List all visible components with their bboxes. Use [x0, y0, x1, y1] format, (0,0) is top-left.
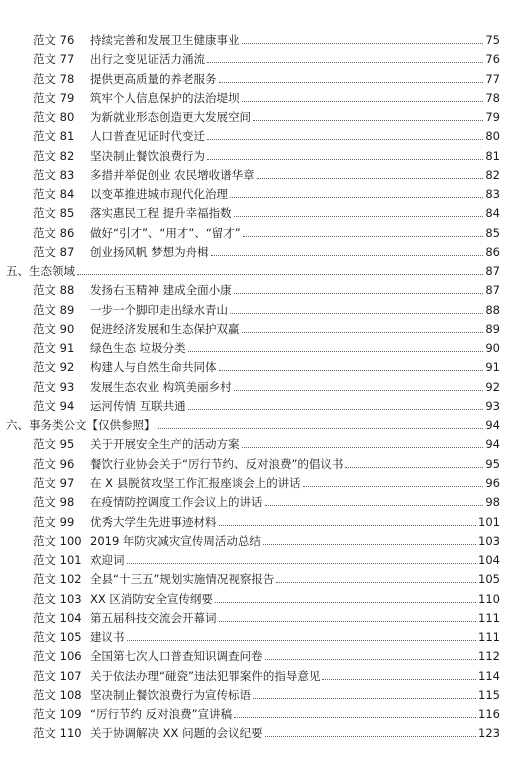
- entry-number: 范文 86: [33, 225, 75, 240]
- toc-entry-row[interactable]: [0, 396, 530, 416]
- entry-number: 范文 99: [33, 514, 75, 529]
- dot-leader: [234, 704, 476, 718]
- entry-number: 范文 94: [33, 398, 75, 413]
- entry-title: 欢迎词: [90, 553, 125, 568]
- dot-leader: [219, 69, 483, 83]
- entry-title: 一步一个脚印走出绿水青山: [90, 302, 228, 317]
- dot-leader: [234, 280, 483, 294]
- page-number: 87: [485, 283, 500, 298]
- page-number: 88: [485, 302, 500, 317]
- dot-leader: [303, 473, 483, 487]
- entry-title: 优秀大学生先进事迹材料: [90, 514, 217, 529]
- dot-leader: [242, 30, 483, 44]
- dot-leader: [219, 608, 476, 622]
- entry-title: 为新就业形态创造更大发展空间: [90, 110, 251, 125]
- page-number: 116: [478, 707, 500, 722]
- entry-title: 关于开展安全生产的活动方案: [90, 437, 240, 452]
- toc-entry-row[interactable]: [0, 69, 530, 89]
- entry-number: 范文 103: [33, 591, 82, 606]
- page-number: 105: [478, 572, 500, 587]
- dot-leader: [242, 434, 483, 448]
- entry-title: 促进经济发展和生态保护双赢: [90, 321, 240, 336]
- entry-number: 范文 92: [33, 360, 75, 375]
- entry-title: 建议书: [90, 630, 125, 645]
- toc-entry-row[interactable]: [0, 550, 530, 570]
- entry-number: 范文 105: [33, 630, 82, 645]
- page-number: 82: [485, 167, 500, 182]
- dot-leader: [234, 203, 483, 217]
- toc-entry-row[interactable]: [0, 223, 530, 243]
- entry-number: 范文 83: [33, 167, 75, 182]
- entry-title: 关于依法办理“碰瓷”违法犯罪案件的指导意见: [90, 668, 321, 683]
- dot-leader: [211, 242, 483, 256]
- entry-title: 构建人与自然生命共同体: [90, 360, 217, 375]
- dot-leader: [127, 627, 476, 641]
- page-number: 77: [485, 71, 500, 86]
- entry-number: 范文 106: [33, 649, 82, 664]
- toc-entry-row[interactable]: [0, 685, 530, 705]
- entry-title: 餐饮行业协会关于“厉行节约、反对浪费”的倡议书: [90, 456, 344, 471]
- entry-number: 范文 108: [33, 687, 82, 702]
- dot-leader: [265, 723, 476, 737]
- dot-leader: [188, 396, 483, 410]
- page-number: 103: [478, 533, 500, 548]
- entry-title: 发扬右玉精神 建成全面小康: [90, 283, 232, 298]
- dot-leader: [257, 165, 483, 179]
- dot-leader: [230, 300, 483, 314]
- entry-number: 范文 80: [33, 110, 75, 125]
- entry-number: 范文 109: [33, 707, 82, 722]
- page-number: 92: [485, 379, 500, 394]
- page-number: 96: [485, 475, 500, 490]
- page-number: 114: [478, 668, 500, 683]
- entry-number: 范文 76: [33, 33, 75, 47]
- dot-leader: [253, 107, 483, 121]
- dot-leader: [243, 223, 483, 237]
- page-number: 111: [478, 610, 500, 625]
- dot-leader: [253, 685, 476, 699]
- toc-entry-row[interactable]: [0, 704, 530, 724]
- toc-entry-row[interactable]: [0, 492, 530, 512]
- entry-title: 全国第七次人口普查知识调查问卷: [90, 649, 263, 664]
- toc-entry-row[interactable]: [0, 512, 530, 532]
- dot-leader: [207, 49, 483, 63]
- page-number: 94: [485, 418, 500, 433]
- section-title: 六、事务类公文【仅供参照】: [6, 418, 156, 433]
- toc-entry-row[interactable]: [0, 338, 530, 358]
- entry-title: 坚决制止餐饮浪费行为: [90, 148, 205, 163]
- toc-entry-row[interactable]: [0, 608, 530, 628]
- entry-title: 在 X 县脱贫攻坚工作汇报座谈会上的讲话: [90, 475, 301, 490]
- toc-entry-row[interactable]: [0, 473, 530, 493]
- page-number: 89: [485, 321, 500, 336]
- entry-number: 范文 100: [33, 533, 82, 548]
- toc-entry-row[interactable]: [0, 203, 530, 223]
- page-number: 76: [485, 52, 500, 67]
- toc-entry-row[interactable]: [0, 589, 530, 609]
- page-number: 93: [485, 398, 500, 413]
- dot-leader: [77, 261, 483, 275]
- dot-leader: [345, 454, 483, 468]
- entry-number: 范文 85: [33, 206, 75, 221]
- dot-leader: [265, 646, 476, 660]
- entry-title: 以变革推进城市现代化治理: [90, 187, 228, 202]
- entry-number: 范文 87: [33, 244, 75, 259]
- page-number: 81: [485, 148, 500, 163]
- page-number: 87: [485, 264, 500, 279]
- toc-entry-row[interactable]: [0, 107, 530, 127]
- dot-leader: [188, 338, 483, 352]
- page-number: 91: [485, 360, 500, 375]
- entry-title: 多措并举促创业 农民增收谱华章: [90, 167, 255, 182]
- toc-entry-row[interactable]: [0, 88, 530, 108]
- entry-number: 范文 79: [33, 90, 75, 105]
- entry-number: 范文 97: [33, 475, 75, 490]
- dot-leader: [230, 184, 483, 198]
- toc-entry-row[interactable]: [0, 627, 530, 647]
- toc-entry-row[interactable]: [0, 165, 530, 185]
- entry-title: 坚决制止餐饮浪费行为宣传标语: [90, 687, 251, 702]
- dot-leader: [158, 415, 483, 429]
- entry-number: 范文 78: [33, 71, 75, 86]
- entry-title: 2019 年防灾减灾宣传周活动总结: [90, 533, 261, 548]
- page-number: 111: [478, 630, 500, 645]
- toc-entry-row[interactable]: [0, 319, 530, 339]
- page-number: 78: [485, 90, 500, 105]
- dot-leader: [242, 88, 483, 102]
- page-number: 84: [485, 206, 500, 221]
- entry-title: 出行之变见证活力涌流: [90, 52, 205, 67]
- toc-entry-row[interactable]: [0, 126, 530, 146]
- entry-number: 范文 102: [33, 572, 82, 587]
- entry-title: 创业扬风帆 梦想为舟楫: [90, 244, 209, 259]
- toc-entry-row[interactable]: [0, 377, 530, 397]
- toc-section-row[interactable]: [0, 261, 530, 281]
- entry-title: 提供更高质量的养老服务: [90, 71, 217, 86]
- entry-number: 范文 107: [33, 668, 82, 683]
- toc-entry-row[interactable]: [0, 300, 530, 320]
- page-number: 110: [478, 591, 500, 606]
- entry-title: 发展生态农业 构筑美丽乡村: [90, 379, 232, 394]
- toc-entry-row[interactable]: [0, 723, 530, 743]
- entry-title: 筑牢个人信息保护的法治堤坝: [90, 90, 240, 105]
- toc-entry-row[interactable]: [0, 184, 530, 204]
- page-number: 80: [485, 129, 500, 144]
- dot-leader: [276, 569, 476, 583]
- page-number: 98: [485, 495, 500, 510]
- entry-number: 范文 93: [33, 379, 75, 394]
- entry-number: 范文 95: [33, 437, 75, 452]
- toc-entry-row[interactable]: [0, 646, 530, 666]
- toc-entry-row[interactable]: [0, 666, 530, 686]
- dot-leader: [215, 589, 476, 603]
- toc-entry-row[interactable]: [0, 531, 530, 551]
- dot-leader: [127, 550, 476, 564]
- toc-entry-row[interactable]: [0, 242, 530, 262]
- dot-leader: [263, 531, 476, 545]
- dot-leader: [207, 126, 483, 140]
- page-number: 79: [485, 110, 500, 125]
- page-number: 101: [478, 514, 500, 529]
- page-number: 123: [478, 726, 500, 741]
- toc-entry-row[interactable]: [0, 357, 530, 377]
- entry-title: 绿色生态 垃圾分类: [90, 341, 186, 356]
- page-number: 115: [478, 687, 500, 702]
- entry-title: 运河传情 互联共通: [90, 398, 186, 413]
- page-number: 75: [485, 33, 500, 47]
- dot-leader: [234, 377, 483, 391]
- entry-title: 第五届科技交流会开幕词: [90, 610, 217, 625]
- entry-title: 在疫情防控调度工作会议上的讲话: [90, 495, 263, 510]
- entry-title: 做好“引才”、“用才”、“留才”: [90, 225, 241, 240]
- page-number: 94: [485, 437, 500, 452]
- toc-entry-row[interactable]: [0, 454, 530, 474]
- entry-number: 范文 84: [33, 187, 75, 202]
- entry-number: 范文 82: [33, 148, 75, 163]
- toc-entry-row[interactable]: [0, 30, 530, 50]
- entry-number: 范文 91: [33, 341, 75, 356]
- entry-title: 落实惠民工程 提升幸福指数: [90, 206, 232, 221]
- entry-title: 人口普查见证时代变迁: [90, 129, 205, 144]
- dot-leader: [219, 357, 483, 371]
- entry-number: 范文 88: [33, 283, 75, 298]
- entry-number: 范文 77: [33, 52, 75, 67]
- toc-entry-row[interactable]: [0, 146, 530, 166]
- dot-leader: [242, 319, 483, 333]
- page-number: 104: [478, 553, 500, 568]
- entry-number: 范文 104: [33, 610, 82, 625]
- toc-section-row[interactable]: [0, 415, 530, 435]
- dot-leader: [322, 666, 476, 680]
- entry-number: 范文 89: [33, 302, 75, 317]
- dot-leader: [207, 146, 483, 160]
- entry-title: 全县“十三五”规划实施情况视察报告: [90, 572, 275, 587]
- toc-entry-row[interactable]: [0, 49, 530, 69]
- dot-leader: [219, 512, 476, 526]
- page-number: 90: [485, 341, 500, 356]
- entry-title: 关于协调解决 XX 问题的会议纪要: [90, 726, 263, 741]
- page-number: 95: [485, 456, 500, 471]
- entry-number: 范文 98: [33, 495, 75, 510]
- dot-leader: [265, 492, 483, 506]
- section-title: 五、生态领域: [6, 264, 75, 279]
- entry-number: 范文 90: [33, 321, 75, 336]
- page-number: 112: [478, 649, 500, 664]
- entry-number: 范文 110: [33, 726, 82, 741]
- entry-title: “厉行节约 反对浪费”宣讲稿: [90, 707, 233, 722]
- entry-number: 范文 101: [33, 553, 82, 568]
- page-number: 86: [485, 244, 500, 259]
- page-number: 85: [485, 225, 500, 240]
- entry-number: 范文 96: [33, 456, 75, 471]
- toc-entry-row[interactable]: [0, 434, 530, 454]
- entry-title: XX 区消防安全宣传纲要: [90, 591, 213, 606]
- toc-entry-row[interactable]: [0, 569, 530, 589]
- page-number: 83: [485, 187, 500, 202]
- toc-entry-row[interactable]: [0, 280, 530, 300]
- entry-number: 范文 81: [33, 129, 75, 144]
- entry-title: 持续完善和发展卫生健康事业: [90, 33, 240, 47]
